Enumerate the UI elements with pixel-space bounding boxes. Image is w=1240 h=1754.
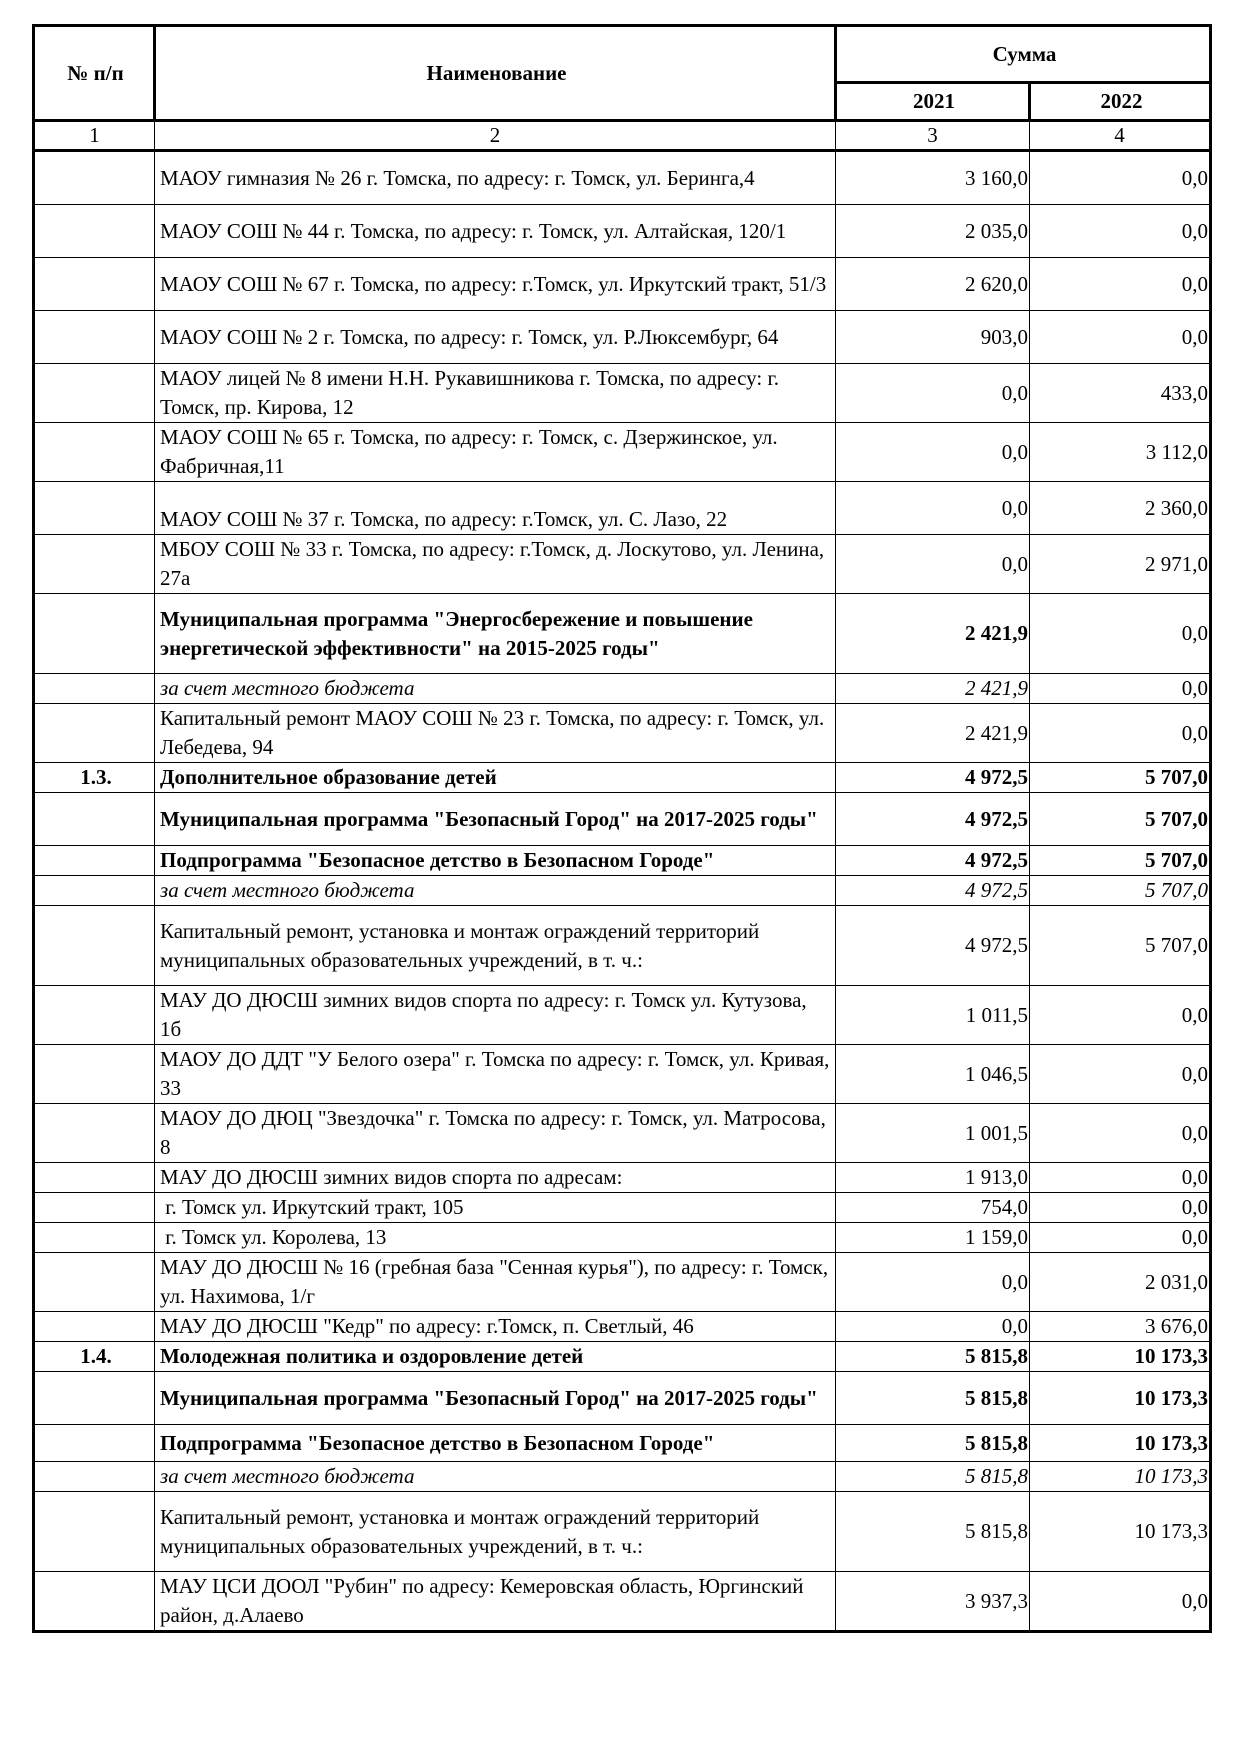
row-name: г. Томск ул. Королева, 13 — [155, 1223, 836, 1253]
row-name: Подпрограмма "Безопасное детство в Безопасном Городе" — [155, 1425, 836, 1462]
row-num — [34, 1462, 155, 1492]
table-row — [34, 1104, 1211, 1163]
row-num — [34, 1312, 155, 1342]
budget-table — [32, 24, 1212, 1633]
row-name: Муниципальная программа "Энергосбережение и повышение энергетической эффективности" на 2015-2025 годы" — [155, 594, 836, 674]
row-name: Капитальный ремонт МАОУ СОШ № 23 г. Томска, по адресу: г. Томск, ул. Лебедева, 94 — [155, 704, 836, 763]
row-name: Капитальный ремонт, установка и монтаж ограждений территорий муниципальных образовательных учреждений, в т. ч.: — [155, 1492, 836, 1572]
row-num — [34, 1425, 155, 1462]
row-value-2022: 0,0 — [1030, 258, 1211, 311]
row-num — [34, 1045, 155, 1104]
row-num — [34, 151, 155, 205]
row-value-2021: 2 421,9 — [836, 594, 1030, 674]
row-num — [34, 793, 155, 846]
row-num — [34, 986, 155, 1045]
row-value-2022: 0,0 — [1030, 1104, 1211, 1163]
row-name: Капитальный ремонт, установка и монтаж ограждений территорий муниципальных образовательных учреждений, в т. ч.: — [155, 906, 836, 986]
row-value-2021: 1 046,5 — [836, 1045, 1030, 1104]
col-index-3: 3 — [836, 121, 1030, 151]
row-value-2022: 0,0 — [1030, 311, 1211, 364]
table-row — [34, 151, 1211, 205]
row-value-2022: 0,0 — [1030, 1045, 1211, 1104]
table-row — [34, 535, 1211, 594]
row-name: Муниципальная программа "Безопасный Город" на 2017-2025 годы" — [155, 793, 836, 846]
row-value-2021: 0,0 — [836, 364, 1030, 423]
row-value-2021: 5 815,8 — [836, 1372, 1030, 1425]
row-value-2022: 10 173,3 — [1030, 1372, 1211, 1425]
header-name: Наименование — [155, 26, 836, 121]
row-num — [34, 1163, 155, 1193]
table-row — [34, 482, 1211, 535]
row-num — [34, 1572, 155, 1632]
table-row — [34, 986, 1211, 1045]
row-num — [34, 258, 155, 311]
row-name: МАУ ДО ДЮСШ "Кедр" по адресу: г.Томск, п. Светлый, 46 — [155, 1312, 836, 1342]
header-year-2022: 2022 — [1030, 83, 1211, 121]
row-value-2022: 5 707,0 — [1030, 906, 1211, 986]
table-row — [34, 1253, 1211, 1312]
row-value-2022: 0,0 — [1030, 1223, 1211, 1253]
row-value-2022: 0,0 — [1030, 1572, 1211, 1632]
row-value-2022: 3 676,0 — [1030, 1312, 1211, 1342]
row-value-2022: 5 707,0 — [1030, 846, 1211, 876]
row-num — [34, 535, 155, 594]
row-value-2021: 4 972,5 — [836, 793, 1030, 846]
row-value-2022: 0,0 — [1030, 594, 1211, 674]
program-row — [34, 1372, 1211, 1425]
row-value-2021: 5 815,8 — [836, 1342, 1030, 1372]
row-value-2022: 10 173,3 — [1030, 1462, 1211, 1492]
table-row — [34, 1492, 1211, 1572]
row-num — [34, 205, 155, 258]
table-row — [34, 1312, 1211, 1342]
row-value-2021: 0,0 — [836, 423, 1030, 482]
row-num — [34, 876, 155, 906]
table-row — [34, 258, 1211, 311]
subprogram-row — [34, 846, 1211, 876]
row-value-2021: 903,0 — [836, 311, 1030, 364]
row-value-2021: 754,0 — [836, 1193, 1030, 1223]
table-row — [34, 906, 1211, 986]
row-value-2021: 2 620,0 — [836, 258, 1030, 311]
row-num — [34, 482, 155, 535]
header-num: № п/п — [34, 26, 155, 121]
subprogram-row — [34, 1425, 1211, 1462]
row-value-2021: 1 913,0 — [836, 1163, 1030, 1193]
row-name: за счет местного бюджета — [155, 876, 836, 906]
table-row — [34, 1572, 1211, 1632]
row-value-2021: 4 972,5 — [836, 763, 1030, 793]
program-row — [34, 594, 1211, 674]
row-name: МБОУ СОШ № 33 г. Томска, по адресу: г.Томск, д. Лоскутово, ул. Ленина, 27а — [155, 535, 836, 594]
row-name: МАУ ЦСИ ДООЛ "Рубин" по адресу: Кемеровская область, Юргинский район, д.Алаево — [155, 1572, 836, 1632]
col-index-4: 4 — [1030, 121, 1211, 151]
row-name: МАОУ ДО ДДТ "У Белого озера" г. Томска по адресу: г. Томск, ул. Кривая, 33 — [155, 1045, 836, 1104]
col-index-1: 1 — [34, 121, 155, 151]
row-value-2022: 0,0 — [1030, 151, 1211, 205]
row-num — [34, 1492, 155, 1572]
table-row — [34, 1193, 1211, 1223]
row-num — [34, 364, 155, 423]
row-name: МАОУ СОШ № 67 г. Томска, по адресу: г.Томск, ул. Иркутский тракт, 51/3 — [155, 258, 836, 311]
row-name: МАОУ СОШ № 2 г. Томска, по адресу: г. Томск, ул. Р.Люксембург, 64 — [155, 311, 836, 364]
row-name: Молодежная политика и оздоровление детей — [155, 1342, 836, 1372]
table-row — [34, 205, 1211, 258]
row-value-2021: 2 421,9 — [836, 704, 1030, 763]
table-row — [34, 704, 1211, 763]
row-value-2021: 4 972,5 — [836, 846, 1030, 876]
table-row — [34, 423, 1211, 482]
row-num — [34, 1253, 155, 1312]
row-value-2022: 0,0 — [1030, 1163, 1211, 1193]
row-num — [34, 1104, 155, 1163]
section-row — [34, 763, 1211, 793]
row-value-2021: 0,0 — [836, 535, 1030, 594]
row-name: МАУ ДО ДЮСШ зимних видов спорта по адресам: — [155, 1163, 836, 1193]
row-value-2021: 0,0 — [836, 1312, 1030, 1342]
row-value-2022: 2 971,0 — [1030, 535, 1211, 594]
row-value-2021: 3 160,0 — [836, 151, 1030, 205]
row-value-2022: 433,0 — [1030, 364, 1211, 423]
row-name: МАОУ СОШ № 37 г. Томска, по адресу: г.Томск, ул. С. Лазо, 22 — [155, 482, 836, 535]
row-num — [34, 423, 155, 482]
row-num — [34, 1223, 155, 1253]
row-name: за счет местного бюджета — [155, 1462, 836, 1492]
funding-row — [34, 674, 1211, 704]
row-name: МАОУ ДО ДЮЦ "Звездочка" г. Томска по адресу: г. Томск, ул. Матросова, 8 — [155, 1104, 836, 1163]
row-value-2021: 0,0 — [836, 482, 1030, 535]
row-value-2021: 4 972,5 — [836, 906, 1030, 986]
row-value-2021: 4 972,5 — [836, 876, 1030, 906]
row-num: 1.4. — [34, 1342, 155, 1372]
row-num — [34, 846, 155, 876]
row-name: МАОУ СОШ № 44 г. Томска, по адресу: г. Томск, ул. Алтайская, 120/1 — [155, 205, 836, 258]
row-name: Дополнительное образование детей — [155, 763, 836, 793]
col-index-2: 2 — [155, 121, 836, 151]
row-value-2021: 5 815,8 — [836, 1425, 1030, 1462]
table-row — [34, 1045, 1211, 1104]
header-sum: Сумма — [836, 26, 1211, 83]
row-value-2022: 10 173,3 — [1030, 1492, 1211, 1572]
row-num — [34, 674, 155, 704]
funding-row — [34, 1462, 1211, 1492]
row-name: Подпрограмма "Безопасное детство в Безопасном Городе" — [155, 846, 836, 876]
row-num: 1.3. — [34, 763, 155, 793]
row-value-2021: 3 937,3 — [836, 1572, 1030, 1632]
row-value-2021: 1 001,5 — [836, 1104, 1030, 1163]
row-value-2021: 5 815,8 — [836, 1462, 1030, 1492]
row-value-2022: 2 031,0 — [1030, 1253, 1211, 1312]
row-value-2021: 5 815,8 — [836, 1492, 1030, 1572]
row-value-2021: 2 035,0 — [836, 205, 1030, 258]
row-value-2021: 2 421,9 — [836, 674, 1030, 704]
row-num — [34, 704, 155, 763]
row-value-2022: 0,0 — [1030, 205, 1211, 258]
table-row — [34, 364, 1211, 423]
row-value-2022: 5 707,0 — [1030, 793, 1211, 846]
row-name: МАОУ СОШ № 65 г. Томска, по адресу: г. Томск, с. Дзержинское, ул. Фабричная,11 — [155, 423, 836, 482]
row-name: МАОУ лицей № 8 имени Н.Н. Рукавишникова г. Томска, по адресу: г. Томск, пр. Кирова, 12 — [155, 364, 836, 423]
header-year-2021: 2021 — [836, 83, 1030, 121]
row-num — [34, 311, 155, 364]
row-value-2022: 5 707,0 — [1030, 763, 1211, 793]
row-value-2022: 0,0 — [1030, 1193, 1211, 1223]
program-row — [34, 793, 1211, 846]
row-name: Муниципальная программа "Безопасный Город" на 2017-2025 годы" — [155, 1372, 836, 1425]
row-value-2022: 3 112,0 — [1030, 423, 1211, 482]
row-name: за счет местного бюджета — [155, 674, 836, 704]
row-value-2022: 0,0 — [1030, 986, 1211, 1045]
table-row — [34, 1223, 1211, 1253]
table-row — [34, 1163, 1211, 1193]
row-value-2021: 0,0 — [836, 1253, 1030, 1312]
row-num — [34, 594, 155, 674]
section-row — [34, 1342, 1211, 1372]
row-name: МАУ ДО ДЮСШ № 16 (гребная база "Сенная курья"), по адресу: г. Томск, ул. Нахимова, 1/г — [155, 1253, 836, 1312]
row-value-2022: 5 707,0 — [1030, 876, 1211, 906]
row-value-2022: 0,0 — [1030, 674, 1211, 704]
row-name: МАОУ гимназия № 26 г. Томска, по адресу: г. Томск, ул. Беринга,4 — [155, 151, 836, 205]
funding-row — [34, 876, 1211, 906]
row-value-2022: 2 360,0 — [1030, 482, 1211, 535]
row-value-2022: 0,0 — [1030, 704, 1211, 763]
table-row — [34, 311, 1211, 364]
row-value-2021: 1 011,5 — [836, 986, 1030, 1045]
row-value-2022: 10 173,3 — [1030, 1342, 1211, 1372]
row-name: МАУ ДО ДЮСШ зимних видов спорта по адресу: г. Томск ул. Кутузова, 1б — [155, 986, 836, 1045]
row-value-2021: 1 159,0 — [836, 1223, 1030, 1253]
row-num — [34, 1372, 155, 1425]
row-num — [34, 906, 155, 986]
row-value-2022: 10 173,3 — [1030, 1425, 1211, 1462]
row-num — [34, 1193, 155, 1223]
row-name: г. Томск ул. Иркутский тракт, 105 — [155, 1193, 836, 1223]
